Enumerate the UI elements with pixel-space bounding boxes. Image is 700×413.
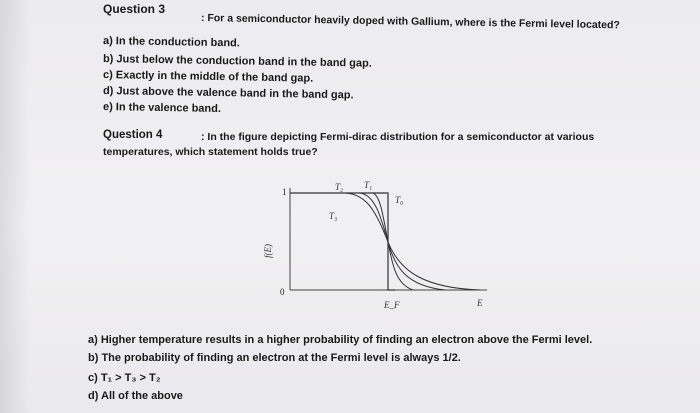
question-4-option-a: a) Higher temperature results in a higher probability of finding an electron above the Fermi level.: [88, 334, 593, 346]
question-4-option-b: b) The probability of finding an electron at the Fermi level is always 1/2.: [88, 352, 461, 364]
question-4-option-c: c) T₁ > T₃ > T₂: [88, 372, 161, 384]
fermi-dirac-figure: [255, 172, 495, 322]
curve-t0: [290, 193, 395, 290]
curve-t2: [290, 193, 445, 290]
question-3-option-b: b) Just below the conduction band in the band gap.: [102, 53, 372, 70]
curve-label-t3: T₃: [329, 211, 338, 221]
question-3-text: : For a semiconductor heavily doped with Gallium, where is the Fermi level located?: [200, 12, 620, 32]
curve-label-t0: T₀: [395, 195, 404, 205]
tick-one-label: 1: [282, 187, 287, 197]
curve-label-t2: T₂: [335, 182, 344, 192]
question-4-option-d: d) All of the above: [88, 390, 183, 402]
question-3-option-a: a) In the conduction band.: [102, 35, 240, 50]
page-shadow: [0, 0, 30, 413]
question-3-option-e: e) In the valence band.: [102, 101, 222, 116]
question-4-text-line-2: temperatures, which statement holds true?: [103, 146, 318, 158]
question-3-option-c: c) Exactly in the middle of the band gap.: [102, 69, 314, 85]
y-axis-label: f(E): [263, 244, 273, 258]
question-4-title: Question 4: [103, 129, 163, 141]
curve-t3: [290, 193, 413, 290]
fermi-level-label: E_F: [384, 300, 400, 310]
tick-zero-label: 0: [280, 287, 285, 297]
curve-t1: [290, 193, 480, 290]
question-4-text-line-1: : In the figure depicting Fermi-dirac distribution for a semiconductor at various: [201, 131, 595, 143]
x-axis-label: E: [477, 298, 483, 308]
curve-label-t1: T₁: [364, 180, 373, 190]
question-3-option-d: d) Just above the valence band in the band gap.: [102, 85, 354, 102]
question-3-title: Question 3: [103, 2, 166, 16]
